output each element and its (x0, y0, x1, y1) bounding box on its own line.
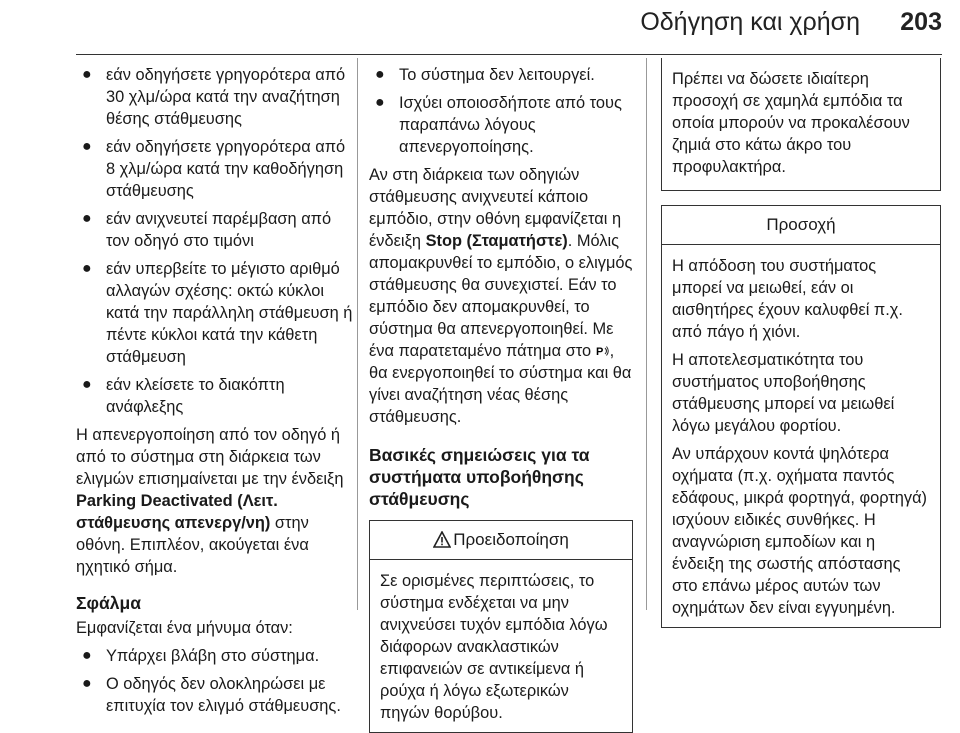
list-item: ● Ισχύει οποιοσδήποτε από τους παραπάνω λόγους απενεργοποίησης. (375, 94, 622, 156)
caution-paragraph: Αν υπάρχουν κοντά ψηλότερα οχήματα (π.χ. οχήματα παντός εδάφους, μικρά φορτηγά, φορτηγά) ισχύουν ειδικές συνθήκες. Η αναγνώριση εμποδίων και η ένδειξη της σωστής απόστασης στο επάνω μέρος αυτών των οχημάτων δεν είναι εγγυημένη. (672, 445, 928, 617)
notice-box-continued (661, 58, 941, 191)
display-message: Stop (Σταματήστε) (425, 232, 568, 250)
body-paragraph: Εμφανίζεται ένα μήνυμα όταν: (76, 619, 293, 637)
warning-text: Σε ορισμένες περιπτώσεις, το σύστημα ενδέχεται να μην ανιχνεύσει τυχόν εμπόδια λόγω διάφορων ανακλαστικών επιφανειών σε αντικείμενα ή ρούχα ή λόγω εξωτερικών πηγών θορύβου. (380, 572, 608, 722)
column-separator (357, 58, 358, 610)
caution-box (661, 205, 941, 628)
parking-assist-icon (596, 344, 610, 358)
error-heading: Σφάλμα (76, 593, 141, 613)
list-item: ● εάν κλείσετε το διακόπτη ανάφλεξης (82, 376, 285, 416)
header-rule (76, 54, 942, 55)
page-header-title: Οδήγηση και χρήση (640, 8, 860, 36)
page-number: 203 (900, 8, 942, 36)
caution-paragraph: Η αποτελεσματικότητα του συστήματος υποβοήθησης στάθμευσης μπορεί να μειωθεί λόγω μεγάλου φορτίου. (672, 351, 895, 435)
column-separator (646, 58, 647, 610)
caution-paragraph: Η απόδοση του συστήματος μπορεί να μειωθεί, εάν οι αισθητήρες έχουν καλυφθεί π.χ. από πάγο ή χιόνι. (672, 257, 903, 341)
column-3 (661, 58, 941, 628)
warning-header: Προειδοποίηση (370, 521, 632, 560)
column-2 (369, 64, 633, 733)
list-item: ● εάν ανιχνευτεί παρέμβαση από τον οδηγό στο τιμόνι (82, 210, 332, 250)
body-paragraph: Η απενεργοποίηση από τον οδηγό ή από το σύστημα στη διάρκεια των ελιγμών επισημαίνεται με την ένδειξη Parking Deactivated (Λειτ. στάθμευσης απενεργ/νη) στην οθόνη. Επιπλέον, ακούγεται ένα ηχητικό σήμα. (76, 426, 344, 576)
list-item: ● Το σύστημα δεν λειτουργεί. (375, 66, 595, 84)
caution-body (662, 245, 940, 627)
list-item: ● εάν οδηγήσετε γρηγορότερα από 8 χλμ/ώρα κατά την καθοδήγηση στάθμευσης (82, 138, 346, 200)
list-item: ● εάν υπερβείτε το μέγιστο αριθμό αλλαγών σχέσης: οκτώ κύκλοι κατά την παράλληλη στάθμευση ή πέντε κύκλοι κατά την κάθετη στάθμευση (82, 260, 353, 366)
section-heading: Βασικές σημειώσεις για τα συστήματα υποβοήθησης στάθμευσης (369, 445, 590, 509)
display-message: Parking Deactivated (Λειτ. στάθμευσης απενεργ/νη) (76, 492, 278, 532)
body-paragraph: Αν στη διάρκεια των οδηγιών στάθμευσης ανιχνευτεί κάποιο εμπόδιο, στην οθόνη εμφανίζεται η ένδειξη Stop (Σταματήστε). Μόλις απομακρυνθεί το εμπόδιο, ο ελιγμός στάθμευσης θα συνεχιστεί. Εάν το εμπόδιο δεν απομακρυνθεί, το σύστημα θα απενεργοποιηθεί. Με ένα παρατεταμένο πάτημα στο P , θα ενεργοποιηθεί το σύστημα και θα γίνει αναζήτηση νέας θέσης στάθμευσης. (369, 166, 633, 426)
warning-icon (433, 531, 451, 548)
column-1 (76, 64, 356, 723)
notice-text: Πρέπει να δώσετε ιδιαίτερη προσοχή σε χαμηλά εμπόδια τα οποία μπορούν να προκαλέσουν ζημιά στο κάτω άκρο του προφυλακτήρα. (672, 70, 910, 176)
list-item: ● Υπάρχει βλάβη στο σύστημα. (82, 647, 320, 665)
warning-box (369, 520, 633, 733)
caution-header: Προσοχή (662, 206, 940, 245)
list-item: ● Ο οδηγός δεν ολοκληρώσει με επιτυχία τον ελιγμό στάθμευσης. (82, 675, 341, 715)
svg-text:P: P (595, 346, 603, 358)
list-item: ● εάν οδηγήσετε γρηγορότερα από 30 χλμ/ώρα κατά την αναζήτηση θέσης στάθμευσης (82, 66, 346, 128)
